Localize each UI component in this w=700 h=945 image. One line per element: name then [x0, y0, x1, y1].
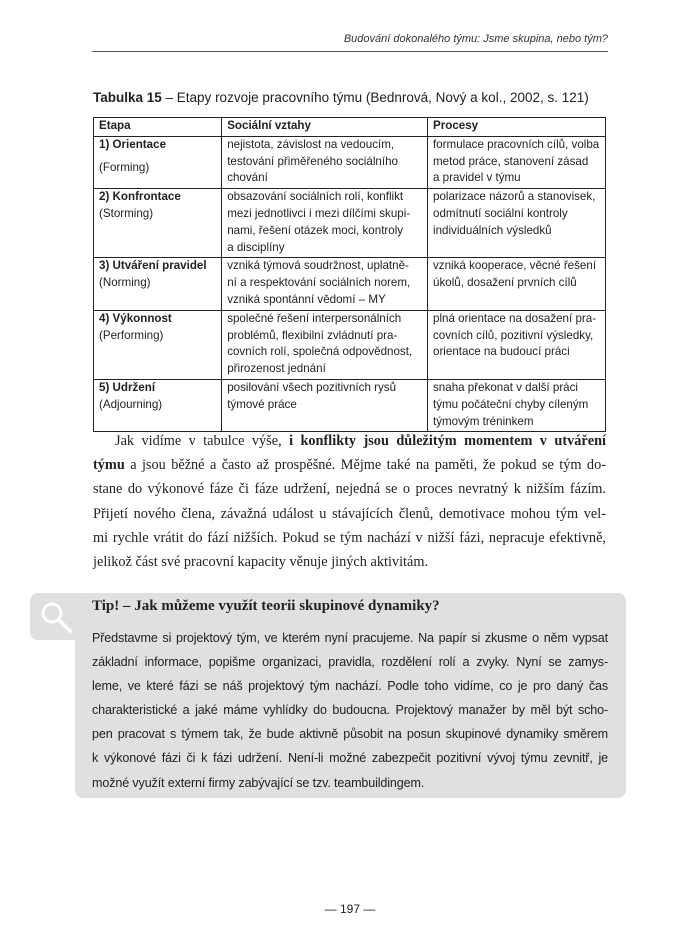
cell-stage [94, 189, 222, 258]
tip-line: pen pracovat s týmem tak, že bude aktivně působit na posun skupinové dynamiky směrem [92, 727, 608, 742]
cell-line: polarizace názorů a stanovisek, [433, 190, 596, 204]
cell-line: testování přiměřeného sociálního [227, 154, 398, 168]
table-row [94, 258, 606, 310]
cell-social [222, 258, 428, 310]
body-paragraph [93, 429, 606, 574]
cell-social [222, 379, 428, 431]
table-row [94, 136, 606, 188]
cell-line: metod práce, stanovení zásad [433, 154, 589, 168]
stage-name: 1) Orientace [99, 137, 167, 151]
cell-line: týmové práce [227, 397, 297, 411]
magnifier-icon [30, 593, 80, 640]
cell-line: týmu počáteční chyby cíleným [433, 397, 589, 411]
paragraph-line: stane do výkonové fáze či fáze udržení, nejedná se o proces nevratný k nižším fázím. [93, 481, 606, 498]
paragraph-line: jelikož část své pracovní kapacity věnuje jiných aktivitám. [93, 554, 429, 571]
header-rule [92, 51, 608, 52]
cell-process [428, 136, 606, 188]
cell-line: a pravidel v týmu [433, 171, 521, 185]
cell-line: obsazování sociálních rolí, konflikt [227, 190, 404, 204]
tip-icon-tab [30, 593, 80, 640]
stage-name: 4) Výkonnost [99, 311, 172, 325]
cell-social [222, 189, 428, 258]
cell-line: formulace pracovních cílů, volba [433, 137, 600, 151]
stage-english: (Performing) [99, 328, 164, 342]
cell-line: individuálních výsledků [433, 223, 552, 237]
tip-line: k výkonové fázi či k fázi udržení. Není-li možné zabezpečit pozitivní vývoj týmu zevnitř, je [92, 751, 608, 766]
paragraph-line [93, 429, 606, 453]
stage-name: 3) Utváření pravidel [99, 259, 207, 273]
caption-label: Tabulka 15 [93, 90, 162, 105]
cell-line: přirozenost jednání [227, 362, 326, 376]
paragraph-line [93, 453, 606, 477]
text-run: Jak vidíme v tabulce výše, [115, 433, 290, 449]
stage-name: 5) Udržení [99, 380, 156, 394]
cell-line: vzniká kooperace, věcné řešení [433, 259, 597, 273]
cell-line: orientace na budoucí práci [433, 345, 570, 359]
running-head: Budování dokonalého týmu: Jsme skupina, nebo tým? [343, 33, 608, 45]
cell-line: společné řešení interpersonálních [227, 311, 402, 325]
table-caption [93, 90, 589, 105]
cell-line: ní a respektování sociálních norem, [227, 276, 411, 290]
emphasis: i konflikty jsou důležitým momentem v utváření [289, 433, 606, 449]
header-process: Procesy [428, 118, 606, 137]
cell-process [428, 310, 606, 379]
cell-stage [94, 379, 222, 431]
emphasis: týmu [93, 457, 125, 474]
tip-title: Tip! – Jak můžeme využít teorii skupinové dynamiky? [92, 598, 440, 614]
cell-process [428, 258, 606, 310]
stage-english: (Forming) [99, 160, 150, 174]
paragraph-line: Přijetí nového člena, závažná událost u stávajících členů, demotivace mohou tým vel- [93, 505, 606, 522]
cell-line: a disciplíny [227, 240, 285, 254]
cell-line: odmítnutí sociální kontroly [433, 206, 568, 220]
table-row [94, 189, 606, 258]
cell-line: úkolů, dosažení prvních cílů [433, 276, 577, 290]
stage-english: (Norming) [99, 276, 151, 290]
tip-line: základní informace, popišme organizaci, pravidla, rozdělení rolí a zvyky. Nyní se zamys- [92, 655, 608, 670]
cell-process [428, 189, 606, 258]
cell-line: snaha překonat v další práci [433, 380, 579, 394]
cell-line: nejistota, závislost na vedoucím, [227, 137, 395, 151]
table-row [94, 310, 606, 379]
header-social: Sociální vztahy [222, 118, 428, 137]
page-number: — 197 — [324, 902, 376, 916]
cell-stage [94, 258, 222, 310]
stage-english: (Storming) [99, 206, 154, 220]
tip-body [92, 626, 608, 795]
caption-text: – Etapy rozvoje pracovního týmu (Bednrová, Nový a kol., 2002, s. 121) [161, 90, 589, 105]
cell-line: nami, řešení otázek moci, kontroly [227, 223, 404, 237]
paragraph-line: mi rychle vrátit do fází nižších. Pokud se tým nachází v nižší fázi, nepracuje efektivně, [93, 529, 606, 546]
stage-english: (Adjourning) [99, 397, 163, 411]
cell-line: vzniká spontánní vědomí – MY [227, 292, 386, 306]
tip-line: leme, ve které fázi se náš projektový tým nachází. Podle toho vidíme, co je pro daný čas [92, 679, 608, 694]
cell-line: mezi jednotlivci i mezi dílčími skupi- [227, 206, 411, 220]
tip-line: Představme si projektový tým, ve kterém nyní pracujeme. Na papír si zkusme o něm vypsat [92, 631, 608, 645]
cell-process [428, 379, 606, 431]
tip-line: možné využít externí firmy zabývající se tzv. teambuildingem. [92, 775, 425, 790]
cell-stage [94, 310, 222, 379]
cell-line: týmovým tréninkem [433, 414, 534, 428]
cell-stage [94, 136, 222, 188]
cell-line: chování [227, 171, 268, 185]
text-run: a jsou běžné a často až prospěšné. Mějme také na paměti, že pokud se tým do- [124, 457, 606, 474]
cell-line: vzniká týmová soudržnost, uplatně- [227, 259, 409, 273]
cell-line: covních cílů, pozitivní výsledky, [433, 328, 594, 342]
cell-line: covních rolí, společná odpovědnost, [227, 345, 413, 359]
cell-line: plná orientace na dosažení pra- [433, 311, 597, 325]
stages-table [93, 117, 606, 432]
cell-social [222, 136, 428, 188]
header-stage: Etapa [94, 118, 222, 137]
cell-line: problémů, flexibilní zvládnutí pra- [227, 328, 398, 342]
stage-name: 2) Konfrontace [99, 190, 181, 204]
tip-line: charakteristické a jaké máme vyhlídky do budoucna. Projektový manažer by měl být scho- [92, 703, 608, 718]
cell-line: posilování všech pozitivních rysů [227, 380, 397, 394]
table-header-row [94, 118, 606, 137]
cell-social [222, 310, 428, 379]
table-row [94, 379, 606, 431]
